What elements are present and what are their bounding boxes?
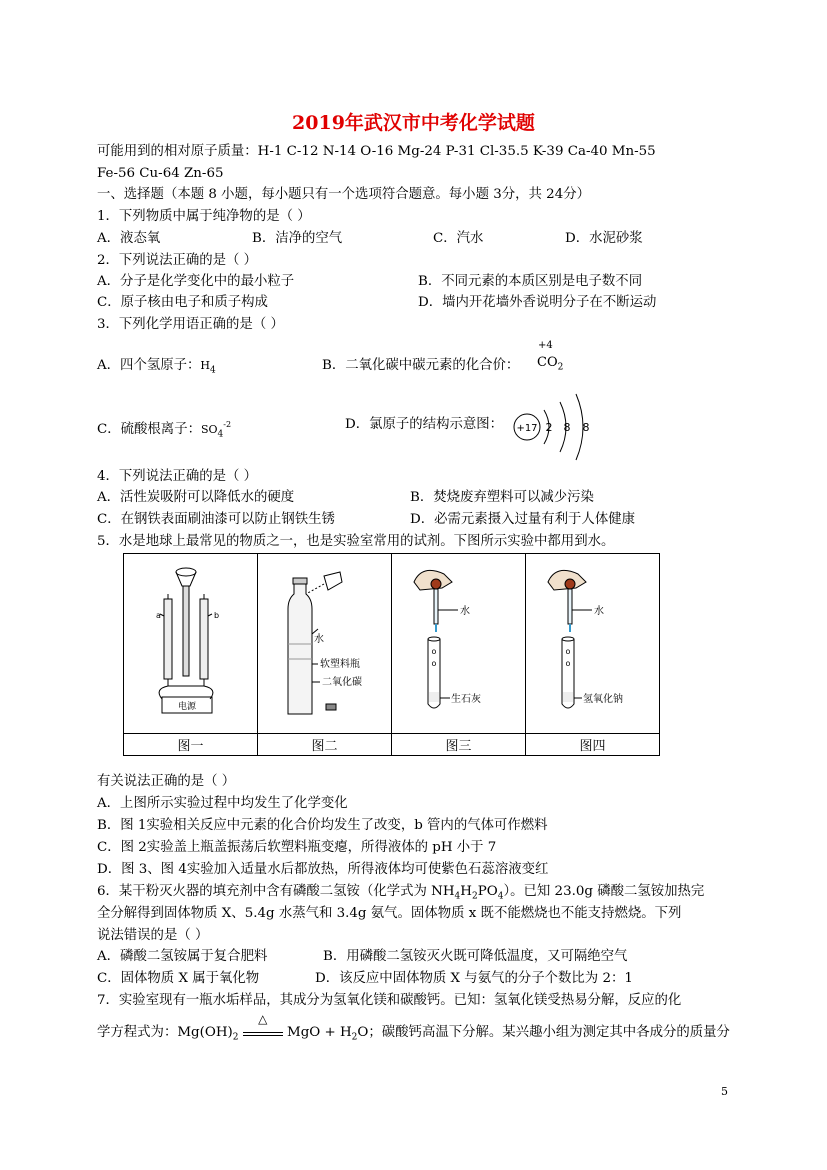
shell-electrons-2: 8 <box>563 421 571 434</box>
figure-3-caption: 图三 <box>392 734 526 756</box>
q5-option-c: C．图 2实验盖上瓶盖振荡后软塑料瓶变瘪，所得液体的 pH 小于 7 <box>97 840 497 855</box>
svg-text:o: o <box>431 659 437 668</box>
atomic-mass-line-1: 可能用到的相对原子质量：H-1 C-12 N-14 O-16 Mg-24 P-31 Cl-35.5 K-39 Ca-40 Mn-55 <box>97 144 656 159</box>
q7-sub-1: 2 <box>232 1032 239 1043</box>
q3-option-a-sub: 4 <box>210 365 216 376</box>
label-water: 水 <box>594 606 604 617</box>
page-title: 2019年武汉市中考化学试题 <box>292 112 535 134</box>
label-co2: 二氧化碳 <box>322 677 362 688</box>
q4-option-d: D．必需元素摄入过量有利于人体健康 <box>410 512 635 527</box>
q5-stem: 5．水是地球上最常见的物质之一，也是实验室常用的试剂。下图所示实验中都用到水。 <box>97 534 615 549</box>
q2-option-a: A．分子是化学变化中的最小粒子 <box>97 274 295 289</box>
q5-option-d: D．图 3、图 4实验加入适量水后都放热，所得液体均可使紫色石蕊溶液变红 <box>97 862 549 877</box>
q3-option-c-sup: -2 <box>223 420 232 429</box>
svg-text:o: o <box>565 647 571 656</box>
q6-option-a: A．磷酸二氢铵属于复合肥料 <box>97 949 268 964</box>
q6-sub-1: 4 <box>454 891 461 902</box>
q3-option-b-formula-text: CO <box>537 355 558 370</box>
q1-option-d: D．水泥砂浆 <box>565 231 643 246</box>
q1-stem: 1．下列物质中属于纯净物的是（ ） <box>97 209 311 224</box>
q4-stem: 4．下列说法正确的是（ ） <box>97 469 258 484</box>
bottle-co2-apparatus <box>258 554 391 729</box>
q5-option-a: A．上图所示实验过程中均发生了化学变化 <box>97 796 348 811</box>
q7-line-2 <box>97 1012 730 1047</box>
svg-text:o: o <box>431 647 437 656</box>
q3-option-b-valence: +4 <box>538 340 553 351</box>
q7-line-2-mid: MgO + H <box>282 1025 352 1040</box>
q3-option-c-sub: 4 <box>217 429 224 440</box>
label-solid: 生石灰 <box>451 694 481 705</box>
q7-line-2-post: O；碳酸钙高温下分解。某兴趣小组为测定其中各成分的质量分 <box>357 1025 730 1040</box>
q7-line-1: 7．实验室现有一瓶水垢样品，其成分为氢氧化镁和碳酸钙。已知：氢氧化镁受热易分解，反应的化 <box>97 993 682 1008</box>
label-water: 水 <box>314 634 324 645</box>
svg-text:o: o <box>565 659 571 668</box>
label-solid: 氢氧化钠 <box>583 694 623 705</box>
q5-option-b: B．图 1实验相关反应中元素的化合价均发生了改变，b 管内的气体可作燃料 <box>97 818 548 833</box>
q6-line-1 <box>97 883 704 906</box>
q3-option-c <box>97 416 231 444</box>
atomic-mass-line-2: Fe-56 Cu-64 Zn-65 <box>97 166 224 181</box>
figure-2-caption: 图二 <box>258 734 392 756</box>
figure-1-cell <box>124 554 258 734</box>
quicklime-experiment <box>392 554 525 729</box>
q3-option-c-formula: SO <box>200 423 218 436</box>
q3-option-c-label: C．硫酸根离子： <box>97 422 201 437</box>
naoh-experiment <box>526 554 659 729</box>
q4-option-c: C．在钢铁表面刷油漆可以防止钢铁生锈 <box>97 512 335 527</box>
q6-option-b: B．用磷酸二氢铵灭火既可降低温度，又可隔绝空气 <box>323 949 628 964</box>
page-number: 5 <box>721 1085 728 1098</box>
label-bottle: 软塑料瓶 <box>320 659 360 670</box>
q6-mid-2: PO <box>477 884 498 899</box>
q2-stem: 2．下列说法正确的是（ ） <box>97 253 258 268</box>
figure-2-cell <box>258 554 392 734</box>
q1-option-a: A．液态氧 <box>97 231 161 246</box>
q3-option-b-sub: 2 <box>557 362 564 373</box>
q3-option-a <box>97 357 216 380</box>
label-a: a <box>156 611 161 620</box>
shell-electrons-3: 8 <box>582 421 590 434</box>
q6-sub-2: 2 <box>471 891 478 902</box>
label-b: b <box>214 611 220 620</box>
figure-3-cell <box>392 554 526 734</box>
q6-line-3: 说法错误的是（ ） <box>97 928 209 943</box>
q3-option-b-formula <box>537 354 563 377</box>
q5-question: 有关说法正确的是（ ） <box>97 774 236 789</box>
q3-option-a-formula: H <box>200 359 210 372</box>
q7-line-2-pre: 学方程式为：Mg(OH) <box>97 1025 233 1040</box>
label-power: 电源 <box>177 702 197 712</box>
q6-line-1-pre: 6．某干粉灭火器的填充剂中含有磷酸二氢铵（化学式为 NH <box>97 884 455 899</box>
figure-4-cell <box>526 554 660 734</box>
q6-line-2: 全分解得到固体物质 X、5.4g 水蒸气和 3.4g 氨气。固体物质 x 既不能燃烧也不能支持燃烧。下列 <box>97 906 682 921</box>
figure-1-caption: 图一 <box>124 734 258 756</box>
q6-option-c: C．固体物质 X 属于氧化物 <box>97 971 260 986</box>
q6-sub-3: 4 <box>497 891 504 902</box>
q3-option-a-label: A．四个氢原子： <box>97 358 201 373</box>
q6-mid-1: H <box>460 884 472 899</box>
q6-option-d: D．该反应中固体物质 X 与氨气的分子个数比为 2：1 <box>315 971 633 986</box>
q7-sub-2: 2 <box>351 1032 358 1043</box>
q3-option-b <box>322 357 519 375</box>
q1-option-b: B．洁净的空气 <box>252 231 343 246</box>
q3-stem: 3．下列化学用语正确的是（ ） <box>97 317 284 332</box>
q3-option-d: D．氯原子的结构示意图： <box>345 417 504 432</box>
label-water: 水 <box>460 606 470 617</box>
q1-option-c: C．汽水 <box>433 231 484 246</box>
q6-line-1-post: ）。已知 23.0g 磷酸二氢铵加热完 <box>503 884 705 899</box>
heat-symbol: △ <box>258 1012 268 1026</box>
q2-option-d: D．墙内开花墙外香说明分子在不断运动 <box>418 295 657 310</box>
experiment-figure-table <box>123 553 660 756</box>
nucleus-charge: +17 <box>516 423 538 434</box>
shell-electrons-1: 2 <box>545 421 553 434</box>
chlorine-atom-diagram <box>510 388 600 468</box>
q4-option-a: A．活性炭吸附可以降低水的硬度 <box>97 490 295 505</box>
q3-option-b-label: B．二氧化碳中碳元素的化合价： <box>322 358 520 373</box>
heat-arrow <box>243 1012 283 1036</box>
section-heading: 一、选择题（本题 8 小题，每小题只有一个选项符合题意。每小题 3分，共 24分） <box>97 187 590 202</box>
q2-option-b: B．不同元素的本质区别是电子数不同 <box>418 274 643 289</box>
figure-4-caption: 图四 <box>526 734 660 756</box>
q4-option-b: B．焚烧废弃塑料可以减少污染 <box>410 490 594 505</box>
equals-bar <box>243 1032 283 1036</box>
q2-option-c: C．原子核由电子和质子构成 <box>97 295 268 310</box>
electrolysis-apparatus <box>124 554 257 729</box>
